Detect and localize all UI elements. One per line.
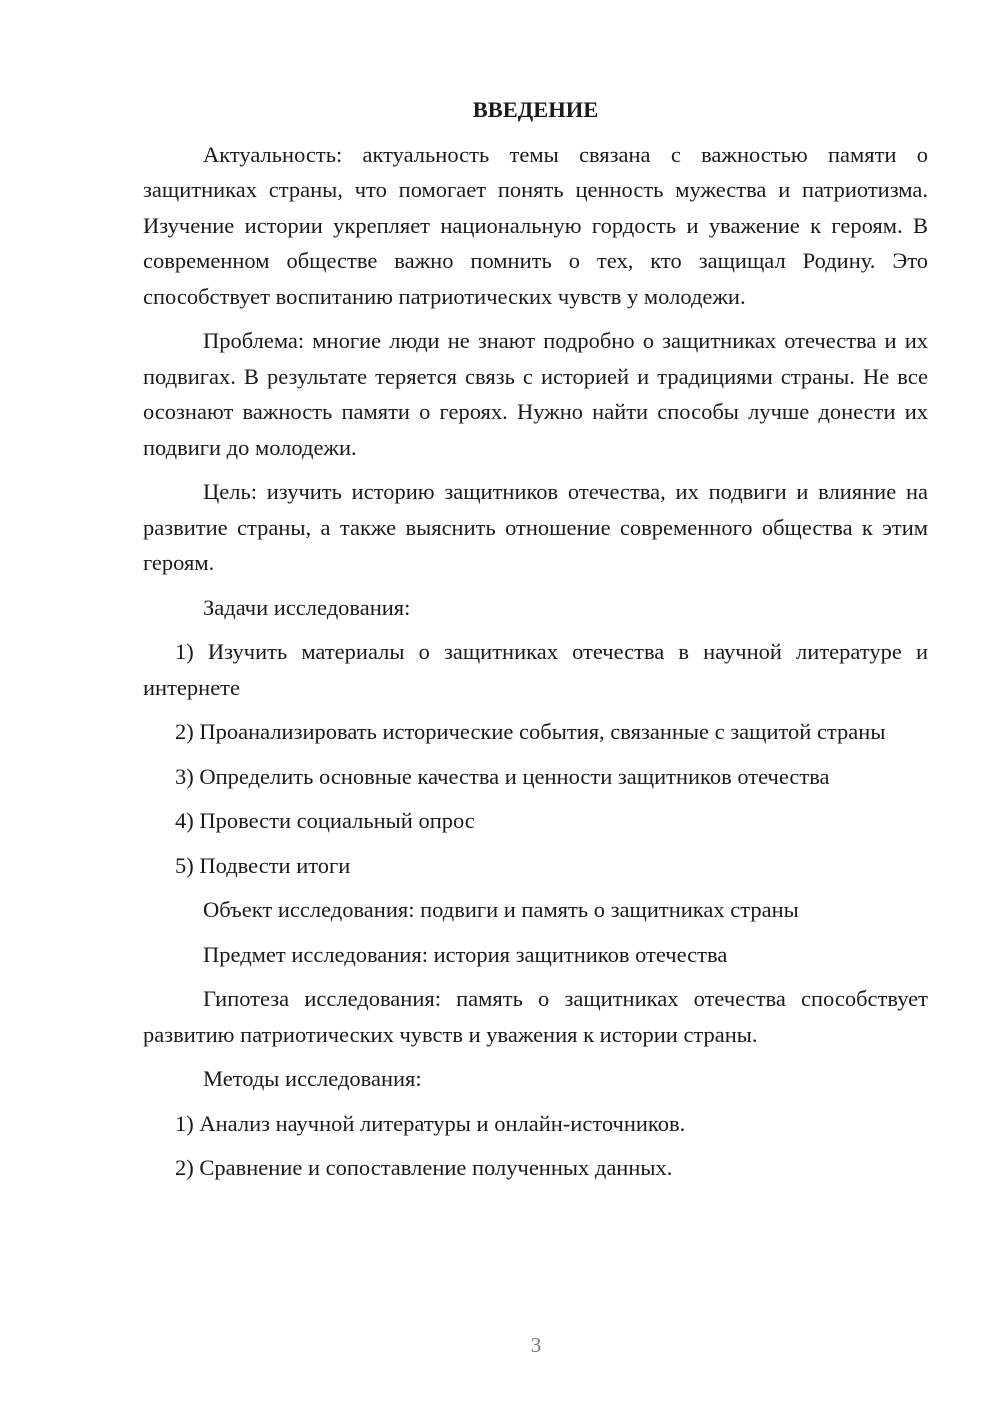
- task-item-1: 1) Изучить материалы о защитниках отечества в научной литературе и интернете: [143, 639, 928, 700]
- methods-heading: Методы исследования:: [203, 1066, 422, 1091]
- task-item-4: 4) Провести социальный опрос: [175, 808, 475, 833]
- relevance-paragraph: Актуальность: актуальность темы связана с важностью памяти о защитниках страны, что помогает понять ценность мужества и патриотизма. Изучение истории укрепляет национальную гордость и уважение к героям. В современном обществе важно помнить о тех, кто защищал Родину. Это способствует воспитанию патриотических чувств у молодежи.: [143, 141, 928, 309]
- document-page: [143, 92, 928, 1195]
- task-item-5: 5) Подвести итоги: [175, 852, 351, 878]
- page-title: ВВЕДЕНИЕ: [472, 97, 599, 122]
- tasks-heading: Задачи исследования:: [203, 594, 411, 620]
- task-item-3: 3) Определить основные качества и ценности защитников отечества: [175, 763, 830, 789]
- method-item-2: 2) Сравнение и сопоставление полученных данных.: [175, 1155, 673, 1180]
- page-number: 3: [530, 1333, 542, 1357]
- method-item-1: 1) Анализ научной литературы и онлайн-источников.: [175, 1110, 686, 1136]
- object-line: Объект исследования: подвиги и память о защитниках страны: [203, 897, 799, 922]
- task-item-2: 2) Проанализировать исторические события, связанные с защитой страны: [175, 719, 886, 744]
- goal-paragraph: Цель: изучить историю защитников отечества, их подвиги и влияние на развитие страны, а также выяснить отношение современного общества к этим героям.: [143, 479, 928, 575]
- hypothesis-paragraph: Гипотеза исследования: память о защитниках отечества способствует развитию патриотических чувств и уважения к истории страны.: [143, 986, 928, 1047]
- subject-line: Предмет исследования: история защитников отечества: [203, 941, 728, 967]
- problem-paragraph: Проблема: многие люди не знают подробно о защитниках отечества и их подвигах. В результате теряется связь с историей и традициями страны. Не все осознают важность памяти о героях. Нужно найти способы лучше донести их подвиги до молодежи.: [143, 328, 928, 460]
